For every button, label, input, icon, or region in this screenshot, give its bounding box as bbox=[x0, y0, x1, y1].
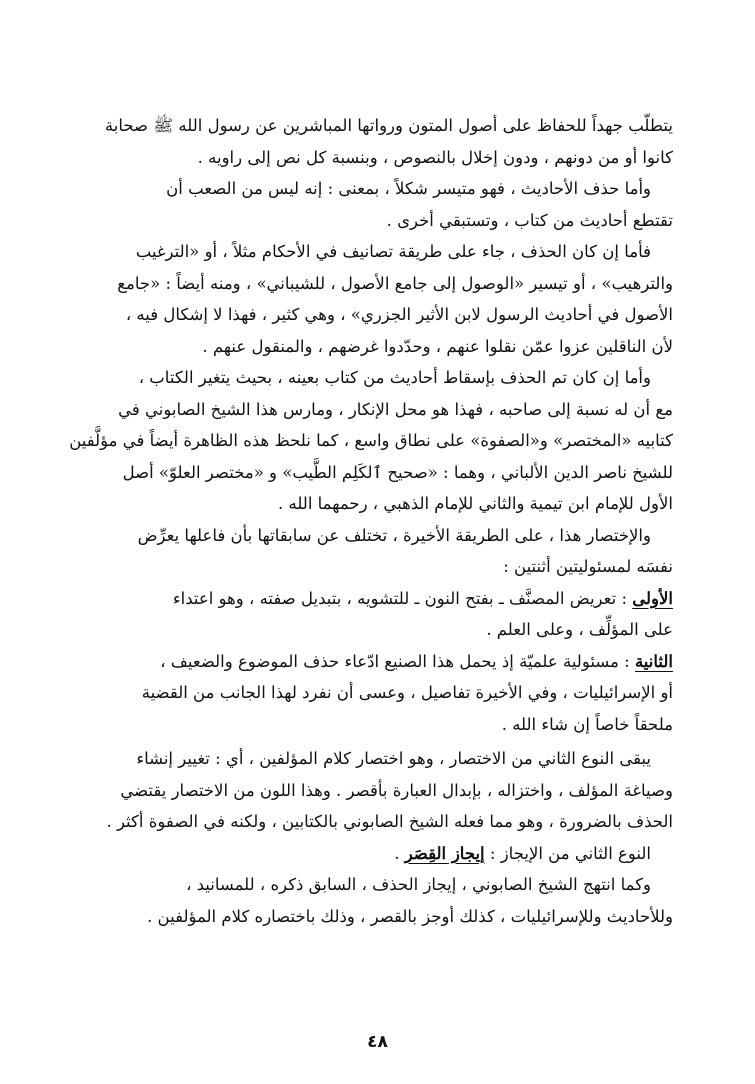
text-line: لأن الناقلين عزوا عمّن نقلوا عنهم ، وحدّدوا غرضهم ، والمنقول عنهم . bbox=[202, 336, 673, 356]
text-line: والترهيب» ، أو تيسير «الوصول إلى جامع الأصول ، للشيباني» ، ومنه أيضاً : «جامع bbox=[117, 273, 673, 293]
text-line: وصياغة المؤلف ، واختزاله ، بإبدال العبارة بأقصر . وهذا اللون من الاختصار يقتضي bbox=[120, 780, 673, 800]
first-point-label: الأولى bbox=[632, 588, 673, 608]
text-line: والإختصار هذا ، على الطريقة الأخيرة ، تختلف عن سابقاتها بأن فاعلها يعرِّض bbox=[137, 525, 651, 545]
text-line: وأما حذف الأحاديث ، فهو متيسر شكلاً ، بمعنى : إنه ليس من الصعب أن bbox=[166, 179, 651, 198]
second-point-label: الثانية bbox=[634, 651, 673, 671]
type-two-prefix: النوع الثاني من الإيجاز : bbox=[484, 843, 651, 863]
text-line: الحذف بالضرورة ، وهو مما فعله الشيخ الصابوني بالكتابين ، ولكنه في الصفوة أكثر . bbox=[106, 812, 673, 831]
page-number: ٤٨ bbox=[367, 1032, 388, 1052]
text-line: فأما إن كان الحذف ، جاء على طريقة تصانيف في الأحكام مثلاً ، أو «الترغيب bbox=[135, 242, 651, 261]
text-line: يتطلّب جهداً للحفاظ على أصول المتون ورواتها المباشرين عن رسول الله ﷺ صحابة bbox=[104, 116, 673, 135]
type-two-heading bbox=[52, 838, 673, 870]
first-point-line bbox=[52, 583, 673, 615]
second-point-text: : مسئولية علميّة إذ يحمل هذا الصنيع ادّعاء حذف الموضوع والضعيف ، bbox=[160, 651, 635, 671]
text-line: وللأحاديث وللإسرائيليات ، كذلك أوجز بالقصر ، وذلك باختصاره كلام المؤلفين . bbox=[147, 906, 673, 926]
text-line: وكما انتهج الشيخ الصابوني ، إيجاز الحذف ، السابق ذكره ، للمسانيد ، bbox=[186, 875, 651, 894]
type-two-term: إيجاز القِصَر bbox=[404, 843, 485, 863]
text-line: كانوا أو من دونهم ، ودون إخلال بالنصوص ، وبنسبة كل نص إلى راويه . bbox=[197, 147, 673, 167]
text-line: ملحقاً خاصاً إن شاء الله . bbox=[501, 714, 673, 734]
text-line: أو الإسرائيليات ، وفي الأخيرة تفاصيل ، وعسى أن نفرد لهذا الجانب من القضية bbox=[141, 683, 673, 702]
type-two-suffix: . bbox=[394, 843, 405, 863]
text-line: الأصول في أحاديث الرسول لابن الأثير الجزري» ، وهي كثير ، فهذا لا إشكال فيه ، bbox=[125, 305, 673, 324]
text-line: تقتطع أحاديث من كتاب ، وتستبقي أخرى . bbox=[386, 210, 673, 230]
text-line: وأما إن كان تم الحذف بإسقاط أحاديث من كتاب بعينه ، بحيث يتغير الكتاب ، bbox=[138, 368, 651, 387]
body-text bbox=[52, 110, 673, 932]
text-line: للشيخ ناصر الدين الألباني ، وهما : «صحيح ٱلكَلِم الطَّيب» و «مختصر العلوّ» أصل bbox=[122, 462, 673, 482]
text-line: الأول للإمام ابن تيمية والثاني للإمام الذهبي ، رحمهما الله . bbox=[278, 494, 673, 513]
text-line: على المؤلِّف ، وعلى العلم . bbox=[486, 620, 673, 639]
text-line: يبقى النوع الثاني من الاختصار ، وهو اختصار كلام المؤلفين ، أي : تغيير إنشاء bbox=[136, 749, 651, 768]
first-point-text: : تعريض المصنَّف ـ بفتح النون ـ للتشويه ، بتبديل صفته ، وهو اعتداء bbox=[172, 588, 633, 608]
second-point-line bbox=[52, 646, 673, 678]
text-line: نفسَه لمسئوليتين أثنتين : bbox=[503, 557, 673, 576]
text-line: مع أن له نسبة إلى صاحبه ، فهذا هو محل الإنكار ، ومارس هذا الشيخ الصابوني في bbox=[118, 399, 673, 419]
text-line: كتابيه «المختصر» و«الصفوة» على نطاق واسع ، كما نلحظ هذه الظاهرة أيضاً في مؤلَّفين bbox=[69, 431, 673, 450]
